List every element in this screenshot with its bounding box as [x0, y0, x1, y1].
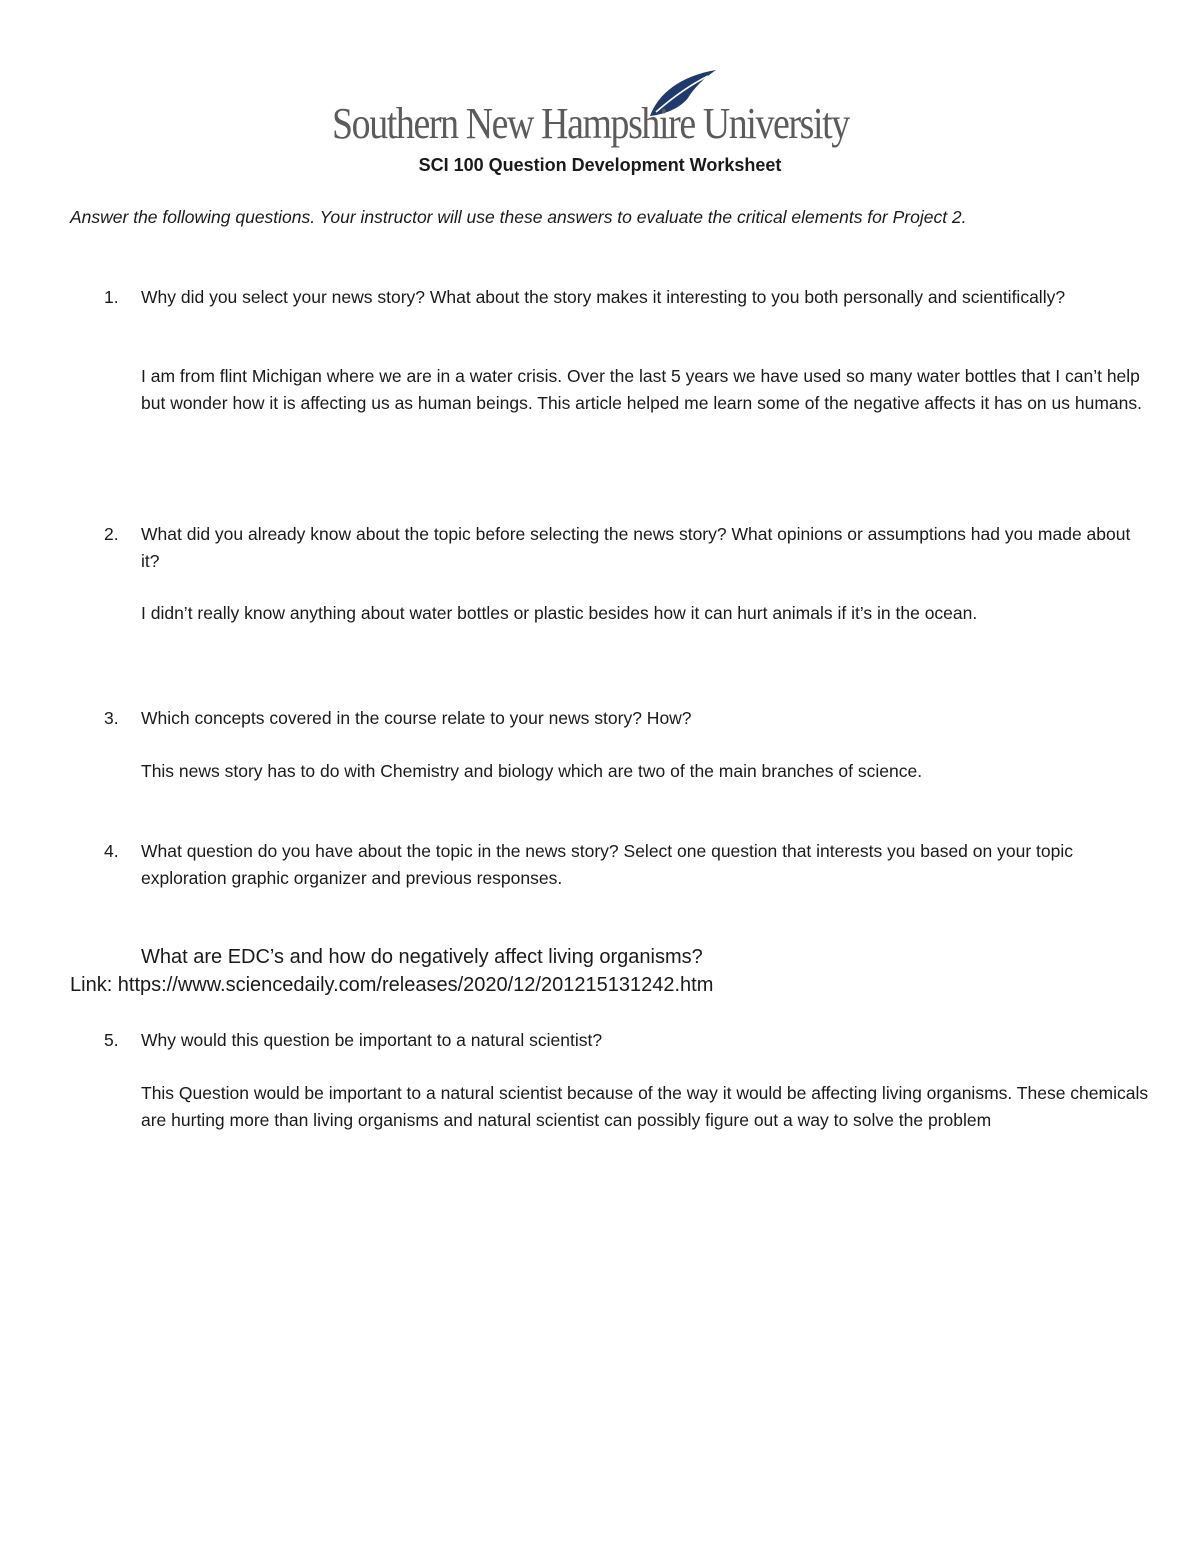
answer-2: I didn’t really know anything about water bottles or plastic besides how it can hurt animals if it’s in the ocean.: [141, 603, 978, 623]
question-text: Why would this question be important to a natural scientist?: [141, 1030, 603, 1050]
worksheet-title: SCI 100 Question Development Worksheet: [418, 155, 782, 175]
question-number: 2.: [104, 524, 119, 544]
question-text: Why did you select your news story? What about the story makes it interesting to you both personally and scientifically?: [141, 287, 1066, 307]
question-number: 1.: [104, 287, 119, 307]
university-logo: [332, 68, 872, 158]
research-question: What are EDC’s and how do negatively affect living organisms?: [141, 946, 703, 968]
question-text: What did you already know about the topic before selecting the news story? What opinions or assumptions had you made about it?: [141, 524, 1131, 571]
instructions: Answer the following questions. Your instructor will use these answers to evaluate the critical elements for Project 2.: [70, 207, 967, 227]
source-link[interactable]: Link: https://www.sciencedaily.com/releases/2020/12/201215131242.htm: [70, 974, 714, 996]
logo-wordmark: Southern New Hampshire University: [332, 99, 849, 148]
question-4: [104, 838, 1144, 891]
answer-5: This Question would be important to a natural scientist because of the way it would be affecting living organisms. These chemicals are hurting more than living organisms and natural scientist can possibly figure out a way to solve the problem: [141, 1083, 1149, 1130]
question-1: [104, 284, 1144, 311]
question-2: [104, 521, 1144, 574]
question-number: 3.: [104, 708, 119, 728]
question-number: 4.: [104, 841, 119, 861]
question-3: [104, 705, 1144, 732]
question-text: Which concepts covered in the course relate to your news story? How?: [141, 708, 692, 728]
answer-1: I am from flint Michigan where we are in a water crisis. Over the last 5 years we have used so many water bottles that I can’t help but wonder how it is affecting us as human beings. This article helped me learn some of the negative affects it has on us humans.: [141, 366, 1142, 413]
question-text: What question do you have about the topic in the news story? Select one question that interests you based on your topic exploration graphic organizer and previous responses.: [141, 841, 1073, 888]
answer-3: This news story has to do with Chemistry and biology which are two of the main branches of science.: [141, 761, 923, 781]
question-5: [104, 1027, 1144, 1054]
question-number: 5.: [104, 1030, 119, 1050]
